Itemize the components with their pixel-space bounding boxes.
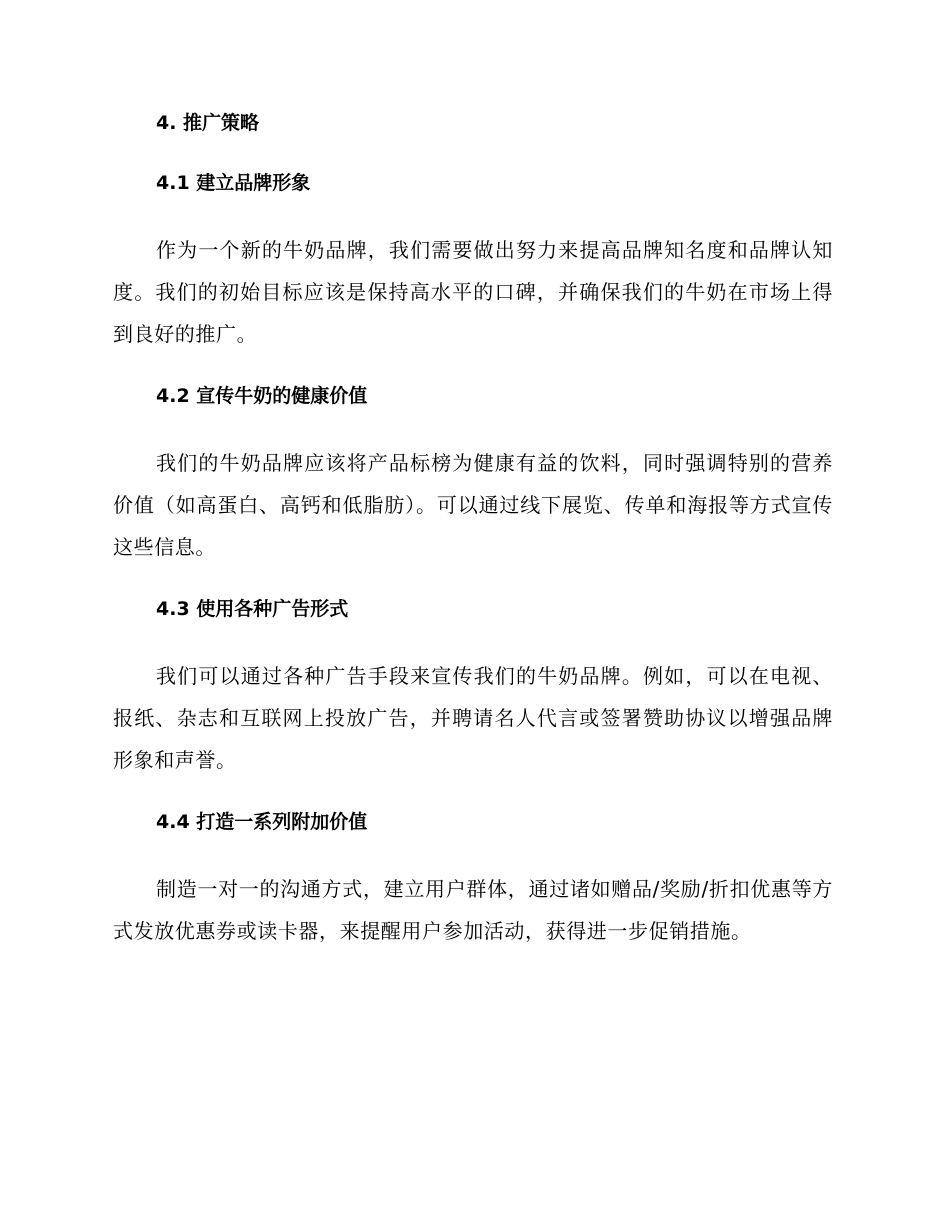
subsection-body-4-4: 制造一对一的沟通方式，建立用户群体，通过诸如赠品/奖励/折扣优惠等方式发放优惠券或读卡器，来提醒用户参加活动，获得进一步促销措施。: [113, 877, 833, 943]
subsection-body-4-2: 我们的牛奶品牌应该将产品标榜为健康有益的饮料，同时强调特别的营养价值（如高蛋白、高钙和低脂肪）。可以通过线下展览、传单和海报等方式宣传这些信息。: [113, 451, 833, 559]
subsection-body-4-1: 作为一个新的牛奶品牌，我们需要做出努力来提高品牌知名度和品牌认知度。我们的初始目标应该是保持高水平的口碑，并确保我们的牛奶在市场上得到良好的推广。: [113, 238, 833, 346]
document-content: [113, 108, 833, 978]
subsection-heading-4-1: 4.1 建立品牌形象: [156, 172, 311, 194]
subsection-heading-4-2: 4.2 宣传牛奶的健康价值: [156, 385, 368, 407]
subsection-heading-4-4: 4.4 打造一系列附加价值: [156, 811, 368, 833]
subsection-body-4-3: 我们可以通过各种广告手段来宣传我们的牛奶品牌。例如，可以在电视、报纸、杂志和互联网上投放广告，并聘请名人代言或签署赞助协议以增强品牌形象和声誉。: [113, 664, 833, 772]
section-title: 4. 推广策略: [156, 112, 260, 134]
subsection-heading-4-3: 4.3 使用各种广告形式: [156, 598, 349, 620]
